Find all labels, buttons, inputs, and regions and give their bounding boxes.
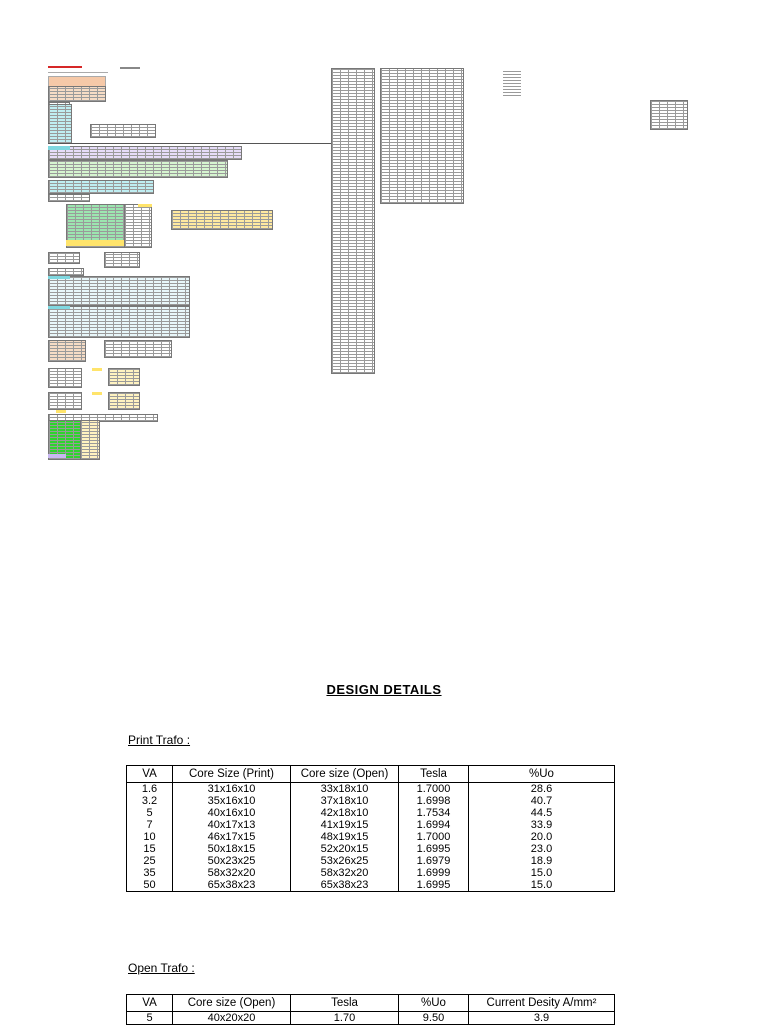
table-cell: 48x19x15 bbox=[291, 831, 399, 843]
mini-block-small-9 bbox=[48, 392, 82, 410]
header-va: VA bbox=[127, 766, 173, 783]
header-tesla: Tesla bbox=[399, 766, 469, 783]
table-cell: 1.6998 bbox=[399, 795, 469, 807]
header-uo: %Uo bbox=[399, 995, 469, 1012]
table-header-row bbox=[127, 766, 615, 783]
mini-header-red bbox=[48, 66, 82, 68]
table-cell: 1.6995 bbox=[399, 879, 469, 892]
table-cell: 20.0 bbox=[469, 831, 615, 843]
table-cell: 18.9 bbox=[469, 855, 615, 867]
table-cell: 40x17x13 bbox=[173, 819, 291, 831]
mini-block-yellow-2 bbox=[92, 392, 102, 395]
table-cell: 58x32x20 bbox=[291, 867, 399, 879]
mini-line bbox=[48, 72, 108, 73]
table-row bbox=[127, 879, 615, 892]
mini-block-yellow-tag bbox=[138, 204, 152, 207]
table-row bbox=[127, 807, 615, 819]
header-core-size-print: Core Size (Print) bbox=[173, 766, 291, 783]
open-trafo-label: Open Trafo : bbox=[128, 961, 195, 975]
mini-block-cyan-tag-2 bbox=[48, 306, 70, 309]
mini-block-cyan-1 bbox=[48, 104, 72, 144]
table-cell: 1.6995 bbox=[399, 843, 469, 855]
table-cell: 1.6 bbox=[127, 783, 173, 796]
table-cell: 9.50 bbox=[399, 1012, 469, 1025]
mini-right-table bbox=[650, 100, 688, 130]
table-cell: 15.0 bbox=[469, 879, 615, 892]
table-row bbox=[127, 783, 615, 796]
table-cell: 25 bbox=[127, 855, 173, 867]
table-cell: 35x16x10 bbox=[173, 795, 291, 807]
table-cell: 1.6979 bbox=[399, 855, 469, 867]
header-current-density: Current Desity A/mm² bbox=[469, 995, 615, 1012]
table-row bbox=[127, 843, 615, 855]
mini-block-yellow-strip bbox=[66, 240, 124, 246]
mini-block-small-6 bbox=[104, 340, 172, 358]
mini-block-small-10 bbox=[108, 392, 140, 410]
mini-block-green-side bbox=[80, 420, 100, 460]
table-cell: 58x32x20 bbox=[173, 867, 291, 879]
mini-block-table-1 bbox=[90, 124, 156, 138]
table-cell: 40x20x20 bbox=[173, 1012, 291, 1025]
mini-block-yellow-3 bbox=[56, 410, 66, 413]
mini-tall-table-1 bbox=[331, 68, 375, 374]
mini-block-side-1 bbox=[124, 204, 152, 248]
spreadsheet-thumbnail-area bbox=[0, 0, 768, 470]
table-cell: 5 bbox=[127, 1012, 173, 1025]
print-table-body bbox=[127, 783, 615, 892]
mini-block-cyan-tag-1 bbox=[48, 276, 70, 279]
mini-block-yellow-1 bbox=[92, 368, 102, 371]
table-cell: 3.9 bbox=[469, 1012, 615, 1025]
table-cell: 31x16x10 bbox=[173, 783, 291, 796]
table-cell: 35 bbox=[127, 867, 173, 879]
table-cell: 15 bbox=[127, 843, 173, 855]
table-cell: 50x23x25 bbox=[173, 855, 291, 867]
print-trafo-table bbox=[126, 765, 615, 892]
table-cell: 33.9 bbox=[469, 819, 615, 831]
mini-header-text bbox=[120, 67, 140, 69]
table-cell: 15.0 bbox=[469, 867, 615, 879]
table-cell: 53x26x25 bbox=[291, 855, 399, 867]
table-row bbox=[127, 831, 615, 843]
table-row bbox=[127, 1012, 615, 1025]
header-va: VA bbox=[127, 995, 173, 1012]
table-cell: 41x19x15 bbox=[291, 819, 399, 831]
table-cell: 23.0 bbox=[469, 843, 615, 855]
table-cell: 50x18x15 bbox=[173, 843, 291, 855]
mini-block-cyan-strip bbox=[48, 146, 70, 150]
print-trafo-label: Print Trafo : bbox=[128, 733, 191, 747]
table-cell: 1.6999 bbox=[399, 867, 469, 879]
mini-block-rainbow bbox=[48, 146, 242, 160]
mini-block-small-2 bbox=[48, 252, 80, 264]
mini-block-small-1 bbox=[48, 194, 90, 202]
table-cell: 46x17x15 bbox=[173, 831, 291, 843]
mini-block-small-8 bbox=[108, 368, 140, 386]
mini-divider bbox=[48, 143, 332, 144]
mini-block-small-3 bbox=[104, 252, 140, 268]
mini-block-peach-grid bbox=[48, 86, 106, 102]
mini-block-yellow-table bbox=[171, 210, 273, 230]
open-table-body bbox=[127, 1012, 615, 1025]
table-cell: 3.2 bbox=[127, 795, 173, 807]
table-cell: 65x38x23 bbox=[173, 879, 291, 892]
header-core-size-open: Core size (Open) bbox=[291, 766, 399, 783]
table-row bbox=[127, 855, 615, 867]
table-cell: 28.6 bbox=[469, 783, 615, 796]
mini-block-pink bbox=[48, 454, 66, 458]
header-core-size-open: Core size (Open) bbox=[173, 995, 291, 1012]
table-cell: 1.7000 bbox=[399, 831, 469, 843]
open-trafo-table bbox=[126, 994, 615, 1025]
table-row bbox=[127, 819, 615, 831]
table-cell: 1.7534 bbox=[399, 807, 469, 819]
table-cell: 5 bbox=[127, 807, 173, 819]
header-tesla: Tesla bbox=[291, 995, 399, 1012]
table-cell: 37x18x10 bbox=[291, 795, 399, 807]
table-cell: 1.70 bbox=[291, 1012, 399, 1025]
table-cell: 42x18x10 bbox=[291, 807, 399, 819]
table-cell: 33x18x10 bbox=[291, 783, 399, 796]
table-cell: 1.6994 bbox=[399, 819, 469, 831]
table-cell: 52x20x15 bbox=[291, 843, 399, 855]
mini-block-small-4 bbox=[48, 268, 84, 276]
table-cell: 40x16x10 bbox=[173, 807, 291, 819]
mini-block-cyan-5 bbox=[48, 306, 190, 338]
mini-tall-table-2 bbox=[380, 68, 464, 204]
mini-text-block bbox=[503, 70, 521, 96]
table-cell: 65x38x23 bbox=[291, 879, 399, 892]
mini-block-cyan-4 bbox=[48, 276, 190, 306]
table-cell: 7 bbox=[127, 819, 173, 831]
table-cell: 40.7 bbox=[469, 795, 615, 807]
mini-block-cyan-3 bbox=[48, 180, 154, 194]
table-row bbox=[127, 795, 615, 807]
table-row bbox=[127, 867, 615, 879]
table-cell: 1.7000 bbox=[399, 783, 469, 796]
page-title: DESIGN DETAILS bbox=[326, 682, 442, 697]
table-cell: 44.5 bbox=[469, 807, 615, 819]
mini-block-cyan-2 bbox=[48, 160, 228, 178]
header-uo: %Uo bbox=[469, 766, 615, 783]
table-cell: 50 bbox=[127, 879, 173, 892]
mini-block-small-7 bbox=[48, 368, 82, 388]
table-header-row bbox=[127, 995, 615, 1012]
mini-block-small-5 bbox=[48, 340, 86, 362]
table-cell: 10 bbox=[127, 831, 173, 843]
